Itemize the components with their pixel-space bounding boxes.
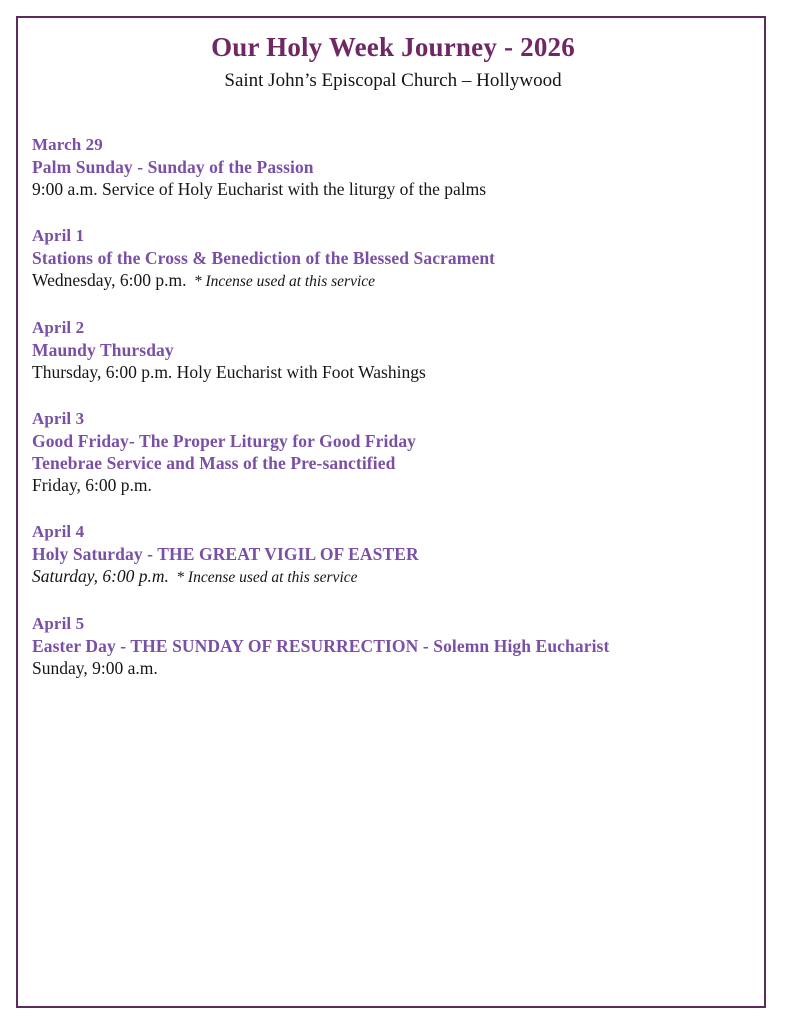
event-date: April 2	[32, 318, 85, 338]
schedule-entry	[32, 134, 768, 201]
event-detail	[32, 178, 768, 201]
document-masthead	[18, 18, 768, 92]
event-title: Good Friday- The Proper Liturgy for Good Friday	[32, 431, 417, 452]
event-title: Maundy Thursday	[32, 340, 174, 361]
schedule-entry	[32, 613, 768, 680]
schedule-entry	[32, 317, 768, 384]
event-detail	[32, 269, 768, 293]
schedule-entry	[32, 408, 768, 497]
event-detail	[32, 565, 768, 589]
event-title: Stations of the Cross & Benediction of the Blessed Sacrament	[32, 248, 496, 269]
event-detail-text: Saturday, 6:00 p.m.	[32, 566, 169, 587]
event-title: Holy Saturday - THE GREAT VIGIL OF EASTER	[32, 544, 419, 565]
event-title: Easter Day - THE SUNDAY OF RESURRECTION - Solemn High Eucharist	[32, 636, 610, 657]
event-detail-note: * Incense used at this service	[193, 273, 376, 291]
event-detail	[32, 474, 768, 497]
document-content	[18, 18, 768, 1006]
schedule-entry	[32, 521, 768, 589]
event-title: Palm Sunday - Sunday of the Passion	[32, 157, 314, 178]
event-date: April 4	[32, 522, 85, 542]
event-detail-text: Friday, 6:00 p.m.	[32, 475, 152, 496]
schedule-list	[18, 134, 768, 680]
event-detail-note: * Incense used at this service	[176, 569, 358, 587]
event-detail-text: Thursday, 6:00 p.m. Holy Eucharist with Foot Washings	[32, 362, 426, 383]
page-subtitle: Saint John’s Episcopal Church – Hollywood	[224, 69, 562, 91]
event-detail	[32, 361, 768, 384]
event-detail-text: Sunday, 9:00 a.m.	[32, 658, 158, 679]
event-detail-text: 9:00 a.m. Service of Holy Eucharist with the liturgy of the palms	[32, 179, 487, 200]
event-detail	[32, 657, 768, 680]
schedule-entry	[32, 225, 768, 293]
event-date: April 5	[32, 614, 85, 634]
event-detail-text: Wednesday, 6:00 p.m.	[32, 270, 187, 291]
page-title: Our Holy Week Journey - 2026	[211, 32, 575, 62]
event-date: March 29	[32, 135, 103, 155]
event-date: April 1	[32, 226, 85, 246]
event-date: April 3	[32, 409, 85, 429]
event-title-secondary: Tenebrae Service and Mass of the Pre-sanctified	[32, 453, 396, 474]
